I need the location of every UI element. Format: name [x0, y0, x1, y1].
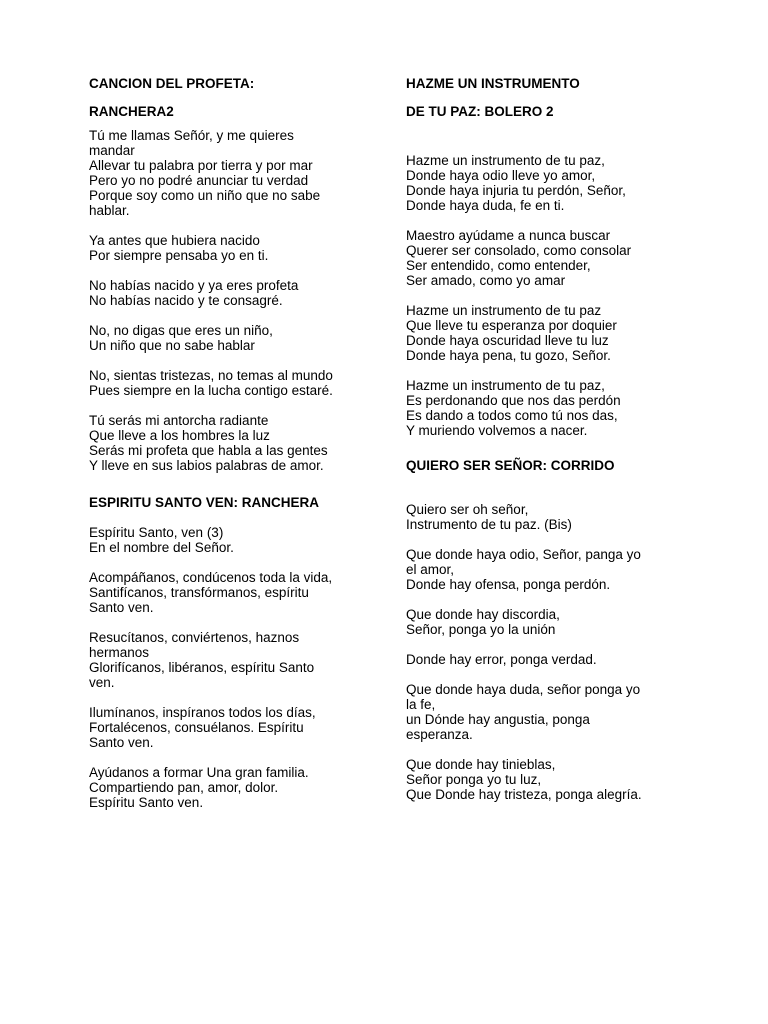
lyric-line: Donde hay ofensa, ponga perdón.	[406, 577, 611, 592]
lyric-line: Y lleve en sus labios palabras de amor.	[89, 458, 324, 473]
lyric-line: Que lleve a los hombres la luz	[89, 428, 270, 443]
lyric-line: Es perdonando que nos das perdón	[406, 393, 621, 408]
stanza	[89, 323, 379, 353]
lyric-line: Es dando a todos como tú nos das,	[406, 408, 618, 423]
stanza	[89, 368, 379, 398]
song-espiritu-santo-ven	[89, 495, 379, 810]
lyric-line: No habías nacido y ya eres profeta	[89, 278, 299, 293]
lyric-line: Donde haya odio lleve yo amor,	[406, 168, 596, 183]
lyric-line: Maestro ayúdame a nunca buscar	[406, 228, 611, 243]
song-stanzas	[406, 502, 696, 802]
stanza	[89, 765, 379, 810]
song-cancion-del-profeta	[89, 76, 379, 473]
stanza	[89, 570, 379, 615]
lyric-line: Donde haya oscuridad lleve tu luz	[406, 333, 609, 348]
lyric-line: Y muriendo volvemos a nacer.	[406, 423, 588, 438]
lyric-line: Serás mi profeta que habla a las gentes	[89, 443, 328, 458]
lyric-line: Hazme un instrumento de tu paz	[406, 303, 602, 318]
right-column	[406, 76, 696, 817]
lyric-line: Acompáñanos, condúcenos toda la vida,	[89, 570, 333, 585]
lyric-line: Que donde hay tinieblas,	[406, 757, 556, 772]
lyric-line: Donde haya injuria tu perdón, Señor,	[406, 183, 626, 198]
song-title-line2: RANCHERA2	[89, 104, 174, 119]
stanza	[89, 413, 379, 473]
lyric-line: el amor,	[406, 562, 455, 577]
lyric-line: Que donde hay discordia,	[406, 607, 560, 622]
lyric-line: Ser amado, como yo amar	[406, 273, 566, 288]
lyric-line: Señor ponga yo tu luz,	[406, 772, 542, 787]
lyric-line: Hazme un instrumento de tu paz,	[406, 378, 605, 393]
stanza	[406, 652, 696, 667]
lyric-line: No habías nacido y te consagré.	[89, 293, 283, 308]
lyric-line: No, sientas tristezas, no temas al mundo	[89, 368, 333, 383]
song-title-line1: HAZME UN INSTRUMENTO	[406, 76, 580, 91]
lyric-line: En el nombre del Señor.	[89, 540, 234, 555]
stanza	[406, 303, 696, 363]
lyric-line: Que donde haya odio, Señor, panga yo	[406, 547, 641, 562]
lyric-line: Que donde haya duda, señor ponga yo	[406, 682, 641, 697]
song-stanzas	[89, 525, 379, 810]
lyric-line: esperanza.	[406, 727, 473, 742]
lyric-line: Tú me llamas Señór, y me quieres	[89, 128, 294, 143]
lyric-line: Querer ser consolado, como consolar	[406, 243, 632, 258]
stanza	[89, 630, 379, 690]
stanza	[406, 682, 696, 742]
stanza	[406, 378, 696, 438]
lyric-line: un Dónde hay angustia, ponga	[406, 712, 590, 727]
song-stanzas	[406, 153, 696, 438]
lyric-line: No, no digas que eres un niño,	[89, 323, 273, 338]
stanza	[406, 228, 696, 288]
lyric-line: Fortalécenos, consuélanos. Espíritu	[89, 720, 304, 735]
lyric-line: la fe,	[406, 697, 436, 712]
lyric-line: Pues siempre en la lucha contigo estaré.	[89, 383, 333, 398]
lyric-line: mandar	[89, 143, 135, 158]
lyric-line: Ya antes que hubiera nacido	[89, 233, 260, 248]
song-title-line2: DE TU PAZ: BOLERO 2	[406, 104, 554, 119]
lyric-line: Hazme un instrumento de tu paz,	[406, 153, 605, 168]
lyric-line: Que lleve tu esperanza por doquier	[406, 318, 617, 333]
lyric-line: Santo ven.	[89, 600, 154, 615]
stanza	[406, 547, 696, 592]
lyric-line: Santifícanos, transfórmanos, espíritu	[89, 585, 309, 600]
song-title: QUIERO SER SEÑOR: CORRIDO	[406, 458, 615, 473]
lyric-line: Ayúdanos a formar Una gran familia.	[89, 765, 309, 780]
stanza	[89, 278, 379, 308]
lyric-line: Quiero ser oh señor,	[406, 502, 529, 517]
stanza	[89, 525, 379, 555]
stanza	[89, 705, 379, 750]
lyric-line: Pero yo no podré anunciar tu verdad	[89, 173, 309, 188]
lyric-line: Donde hay error, ponga verdad.	[406, 652, 597, 667]
lyric-line: Ser entendido, como entender,	[406, 258, 591, 273]
lyric-line: hablar.	[89, 203, 130, 218]
stanza	[406, 153, 696, 213]
lyric-line: Santo ven.	[89, 735, 154, 750]
lyric-line: Señor, ponga yo la unión	[406, 622, 556, 637]
lyric-line: hermanos	[89, 645, 150, 660]
stanza	[89, 233, 379, 263]
lyric-line: Que Donde hay tristeza, ponga alegría.	[406, 787, 642, 802]
lyric-line: Resucítanos, conviértenos, haznos	[89, 630, 300, 645]
lyric-line: Compartiendo pan, amor, dolor.	[89, 780, 279, 795]
lyric-line: Espíritu Santo ven.	[89, 795, 204, 810]
song-title-line1: CANCION DEL PROFETA:	[89, 76, 255, 91]
left-column	[89, 76, 379, 825]
lyric-line: Donde haya duda, fe en ti.	[406, 198, 565, 213]
song-stanzas	[89, 128, 379, 473]
lyric-line: Donde haya pena, tu gozo, Señor.	[406, 348, 611, 363]
stanza	[406, 607, 696, 637]
lyric-line: Tú serás mi antorcha radiante	[89, 413, 269, 428]
lyric-line: Allevar tu palabra por tierra y por mar	[89, 158, 313, 173]
lyric-line: Un niño que no sabe hablar	[89, 338, 255, 353]
stanza	[406, 502, 696, 532]
song-title: ESPIRITU SANTO VEN: RANCHERA	[89, 495, 320, 510]
lyric-line: Porque soy como un niño que no sabe	[89, 188, 321, 203]
lyric-line: Glorifícanos, libéranos, espíritu Santo	[89, 660, 315, 675]
stanza	[89, 128, 379, 218]
lyric-line: Instrumento de tu paz. (Bis)	[406, 517, 572, 532]
lyric-line: Espíritu Santo, ven (3)	[89, 525, 224, 540]
song-quiero-ser-senor	[406, 458, 696, 802]
lyric-line: ven.	[89, 675, 115, 690]
song-hazme-un-instrumento	[406, 76, 696, 438]
lyric-line: Ilumínanos, inspíranos todos los días,	[89, 705, 316, 720]
stanza	[406, 757, 696, 802]
lyric-line: Por siempre pensaba yo en ti.	[89, 248, 269, 263]
